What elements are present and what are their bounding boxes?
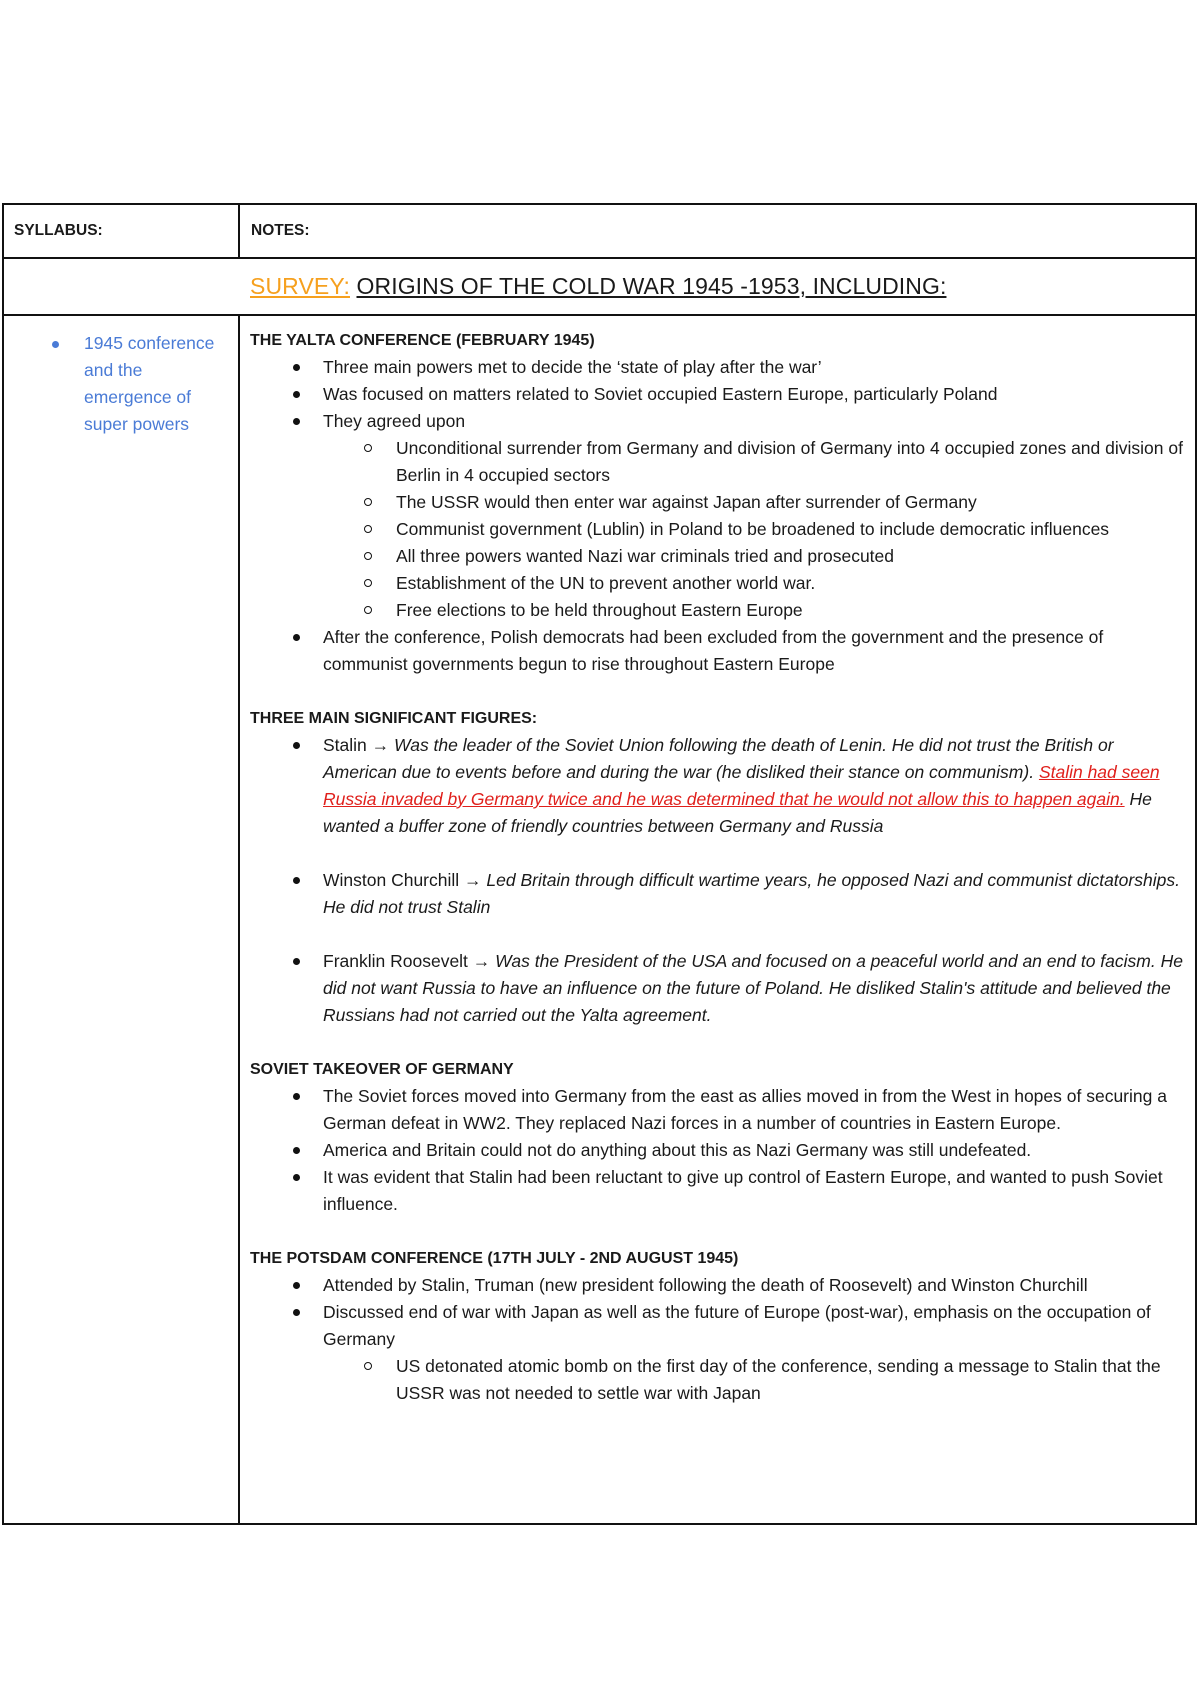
list-item: After the conference, Polish democrats had been excluded from the government and the presence of communist governments begun to rise throughout Eastern Europe (250, 624, 1185, 678)
bullet-icon (52, 341, 59, 348)
figure-roosevelt (250, 948, 1185, 1029)
notes-column (250, 327, 1185, 1407)
sub-list-item: Unconditional surrender from Germany and division of Germany into 4 occupied zones and division of Berlin in 4 occupied sectors (250, 435, 1185, 489)
list-item: America and Britain could not do anything about this as Nazi Germany was still undefeated. (250, 1137, 1185, 1164)
list-item: Attended by Stalin, Truman (new president following the death of Roosevelt) and Winston Churchill (250, 1272, 1185, 1299)
list-item: Discussed end of war with Japan as well as the future of Europe (post-war), emphasis on the occupation of Germany (250, 1299, 1185, 1353)
list-item: They agreed upon (250, 408, 1185, 435)
sub-list-item: All three powers wanted Nazi war criminals tried and prosecuted (250, 543, 1185, 570)
section-title-soviet: SOVIET TAKEOVER OF GERMANY (250, 1061, 514, 1078)
section-title-potsdam: THE POTSDAM CONFERENCE (17TH JULY - 2ND AUGUST 1945) (250, 1250, 739, 1267)
syllabus-item: 1945 conference and the emergence of super powers (84, 333, 215, 434)
sub-list-item: Free elections to be held throughout Eastern Europe (250, 597, 1185, 624)
syllabus-header: SYLLABUS: (14, 222, 103, 239)
list-item: Three main powers met to decide the ‘state of play after the war’ (250, 354, 1185, 381)
section-title-yalta: THE YALTA CONFERENCE (FEBRUARY 1945) (250, 332, 595, 349)
figure-description: Was the leader of the Soviet Union following the death of Lenin. He did not trust the British or American due to events before and during the war (he disliked their stance on communism). (323, 735, 1114, 782)
figure-name: Winston Churchill → (323, 870, 482, 890)
notes-table (2, 203, 1197, 1525)
survey-prefix: SURVEY: (250, 273, 350, 299)
survey-heading: ORIGINS OF THE COLD WAR 1945 -1953, INCLUDING: (356, 273, 947, 299)
notes-header: NOTES: (251, 222, 310, 239)
sub-list-item: US detonated atomic bomb on the first day of the conference, sending a message to Stalin that the USSR was not needed to settle war with Japan (250, 1353, 1185, 1407)
header-row (4, 205, 1195, 259)
figure-description: Led Britain through difficult wartime years, he opposed Nazi and communist dictatorships. He did not trust Stalin (323, 870, 1180, 917)
highlighted-text: Stalin had seen Russia invaded by Germany twice and he was determined that he would not allow this to happen again. (323, 762, 1160, 809)
list-item: It was evident that Stalin had been reluctant to give up control of Eastern Europe, and wanted to push Soviet influence. (250, 1164, 1185, 1218)
survey-row (4, 259, 1195, 316)
list-item: Was focused on matters related to Soviet occupied Eastern Europe, particularly Poland (250, 381, 1185, 408)
figure-churchill (250, 867, 1185, 921)
syllabus-column (4, 316, 238, 1523)
content-row (4, 316, 1195, 1523)
figure-name: Franklin Roosevelt → (323, 951, 491, 971)
sub-list-item: Establishment of the UN to prevent another world war. (250, 570, 1185, 597)
figure-name: Stalin → (323, 735, 390, 755)
sub-list-item: The USSR would then enter war against Japan after surrender of Germany (250, 489, 1185, 516)
figure-stalin (250, 732, 1185, 840)
list-item: The Soviet forces moved into Germany from the east as allies moved in from the West in hopes of securing a German defeat in WW2. They replaced Nazi forces in a number of countries in Eastern Europe. (250, 1083, 1185, 1137)
survey-title (250, 259, 946, 314)
figure-description-tail: He wanted a buffer zone of friendly countries between Germany and Russia (323, 789, 1152, 836)
section-title-figures: THREE MAIN SIGNIFICANT FIGURES: (250, 710, 538, 727)
figure-description: Was the President of the USA and focused on a peaceful world and an end to facism. He did not want Russia to have an influence on the future of Poland. He disliked Stalin's attitude and believed the Russians had not carried out the Yalta agreement. (323, 951, 1183, 1025)
sub-list-item: Communist government (Lublin) in Poland to be broadened to include democratic influences (250, 516, 1185, 543)
